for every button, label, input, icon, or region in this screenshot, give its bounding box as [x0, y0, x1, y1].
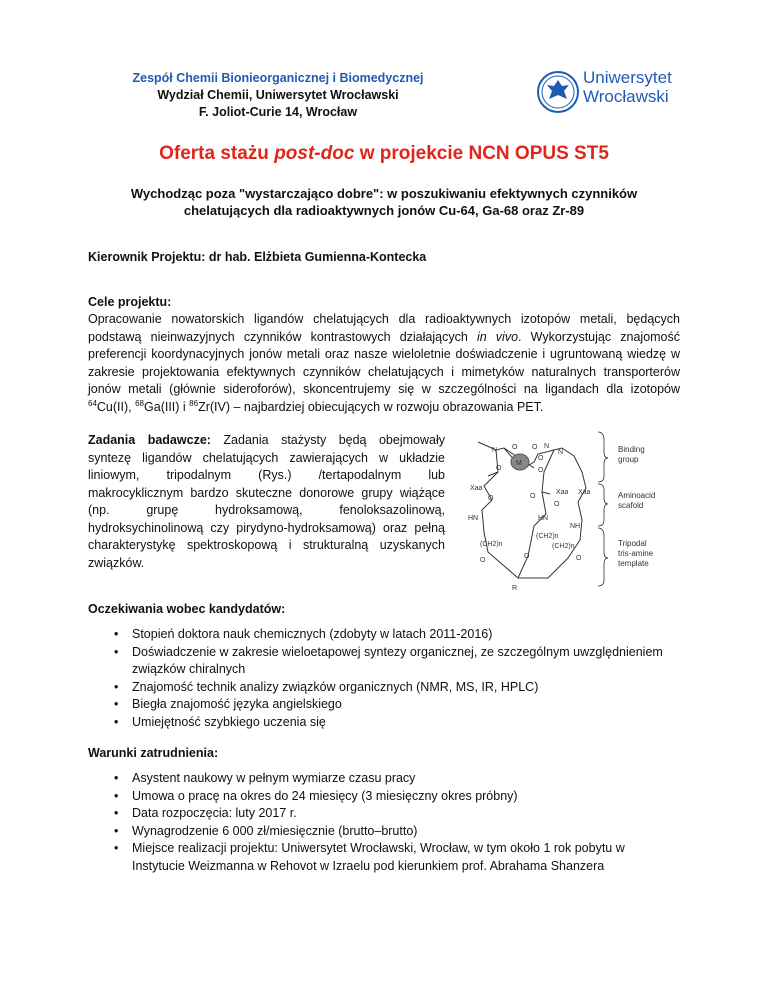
- project-subtitle: Wychodząc poza "wystarczająco dobre": w poszukiwaniu efektywnych czynników chelatujących dla radioaktywnych jonów Cu-64, Ga-68 oraz Zr-89: [130, 186, 638, 218]
- atom-label: (CH2)n: [480, 541, 503, 548]
- atom-label: O: [532, 444, 538, 451]
- atom-label: O: [554, 501, 560, 508]
- atom-label: HN: [538, 515, 549, 522]
- region-label: tris-amine: [618, 549, 654, 558]
- isotope-sup: 64: [88, 398, 97, 408]
- expectations-heading: Oczekiwania wobec kandydatów:: [88, 602, 286, 616]
- list-item: • Znajomość technik analizy związków organicznych (NMR, MS, IR, HPLC): [110, 679, 670, 697]
- isotope-sup: 68: [135, 398, 145, 408]
- diagram-region-labels: [618, 445, 655, 568]
- chelator-structure-diagram: [458, 428, 690, 596]
- atom-label: N: [558, 449, 564, 456]
- atom-label: Xaa: [470, 485, 483, 492]
- atom-label: O: [496, 465, 502, 472]
- title-post: w projekcie NCN OPUS ST5: [354, 143, 609, 164]
- goals-heading: Cele projektu:: [88, 295, 172, 309]
- list-item: • Wynagrodzenie 6 000 zł/miesięcznie (brutto–brutto): [110, 823, 670, 841]
- address: F. Joliot-Curie 14, Wrocław: [198, 105, 358, 119]
- atom-label: HN: [468, 515, 479, 522]
- conditions-list: [110, 770, 670, 875]
- isotope-text: Zr(IV) – najbardziej obiecujących w rozwoju obrazowania PET.: [198, 399, 544, 414]
- atom-label: O: [512, 444, 518, 451]
- isotope-text: Ga(III) i: [144, 399, 190, 414]
- atom-label: O: [530, 493, 536, 500]
- list-item: • Umowa o pracę na okres do 24 miesięcy (3 miesięczny okres próbny): [110, 788, 670, 806]
- atom-label: O: [538, 455, 544, 462]
- atom-label: Xaa: [578, 489, 591, 496]
- brace-template: [598, 528, 608, 586]
- title-pre: Oferta stażu: [159, 143, 275, 164]
- atom-label: M: [516, 460, 522, 467]
- atom-label: (CH2)n: [536, 533, 559, 540]
- goals-text-italic: in vivo: [476, 329, 519, 344]
- atom-label: O: [576, 555, 582, 562]
- atom-label: (CH2)n: [552, 543, 575, 550]
- atom-label: N: [492, 447, 498, 454]
- structure-bonds: [478, 442, 586, 578]
- atom-label: Xaa: [556, 489, 569, 496]
- region-label: Binding: [618, 445, 645, 454]
- tasks-body: Zadania stażysty będą obejmowały syntezę ligandów chelatujących zawierających w układzie liniowym, tripodalnym (Rys.) /tertapodalnym lub makrocyklicznym bardzo skuteczne donorowe grupy wiążące (np. grupę hydroksamową, fenoloksazolinową, hydroksychinolinową czy pirydyno-hydroksamową) oraz pełną charakterystykę spektroskopową i strukturalną uzyskanych związków.: [88, 433, 445, 570]
- list-item: • Data rozpoczęcia: luty 2017 r.: [110, 805, 670, 823]
- university-wordmark: [583, 68, 672, 106]
- atom-label: O: [538, 467, 544, 474]
- region-label: scafold: [618, 501, 644, 510]
- faculty-name: Wydział Chemii, Uniwersytet Wrocławski: [157, 88, 399, 102]
- list-item: • Stopień doktora nauk chemicznych (zdobyty w latach 2011-2016): [110, 626, 670, 644]
- atom-label: O: [524, 553, 530, 560]
- goals-text-a: Opracowanie nowatorskich ligandów chelatujących dla radioaktywnych izotopów metali, będących podstawą nieinwazyjnych czynników kontrastowych działających: [88, 312, 680, 344]
- atom-label: O: [488, 495, 494, 502]
- region-label: Tripodal: [618, 539, 647, 548]
- tasks-heading: Zadania badawcze:: [88, 433, 211, 447]
- team-name: Zespół Chemii Bionieorganicznej i Biomedycznej: [132, 71, 424, 85]
- wordmark-line1: Uniwersytet: [583, 68, 672, 87]
- brace-scaffold: [598, 484, 608, 526]
- region-label: Aminoacid: [618, 491, 656, 500]
- atom-label: R: [512, 585, 518, 592]
- offer-title: [0, 143, 768, 165]
- atom-label: N: [544, 443, 550, 450]
- region-label: group: [618, 455, 639, 464]
- atom-label: O: [480, 557, 486, 564]
- project-leader: Kierownik Projektu: dr hab. Elżbieta Gumienna-Kontecka: [88, 250, 427, 264]
- list-item: • Doświadczenie w zakresie wieloetapowej syntezy organicznej, ze szczególnym uwzględnieniem związków chiralnych: [110, 644, 670, 679]
- region-label: template: [618, 559, 649, 568]
- expectations-list: [110, 626, 670, 731]
- isotope-text: Cu(II),: [96, 399, 136, 414]
- isotope-sup: 86: [189, 398, 199, 408]
- list-item: • Biegła znajomość języka angielskiego: [110, 696, 670, 714]
- atom-label: NH: [570, 523, 581, 530]
- list-item: • Miejsce realizacji projektu: Uniwersytet Wrocławski, Wrocław, w tym około 1 rok pobytu w Instytucie Weizmanna w Rehovot w Izraelu pod kierunkiem prof. Abrahama Shanzera: [110, 840, 670, 875]
- institution-header: [108, 70, 448, 121]
- brace-binding: [598, 432, 608, 482]
- title-italic: post-doc: [274, 143, 355, 164]
- list-item: • Asystent naukowy w pełnym wymiarze czasu pracy: [110, 770, 670, 788]
- tasks-text: [88, 432, 445, 572]
- eagle-seal-icon: [536, 68, 580, 116]
- wordmark-line2: Wrocławski: [583, 87, 669, 106]
- goals-text-b: . Wykorzystując znajomość preferencji koordynacyjnych jonów metali oraz nasze wieloletnie doświadczenie i ugruntowaną wiedzę w zakresie projektowania efektywnych czynników chelatujących i mimetyków naturalnych transporterów jonów metali (głównie sideroforów), skoncentrujemy się w szczególności na ligandach dla izotopów: [88, 329, 681, 396]
- goals-text: [88, 311, 680, 416]
- conditions-heading: Warunki zatrudnienia:: [88, 746, 219, 760]
- list-item: • Umiejętność szybkiego uczenia się: [110, 714, 670, 732]
